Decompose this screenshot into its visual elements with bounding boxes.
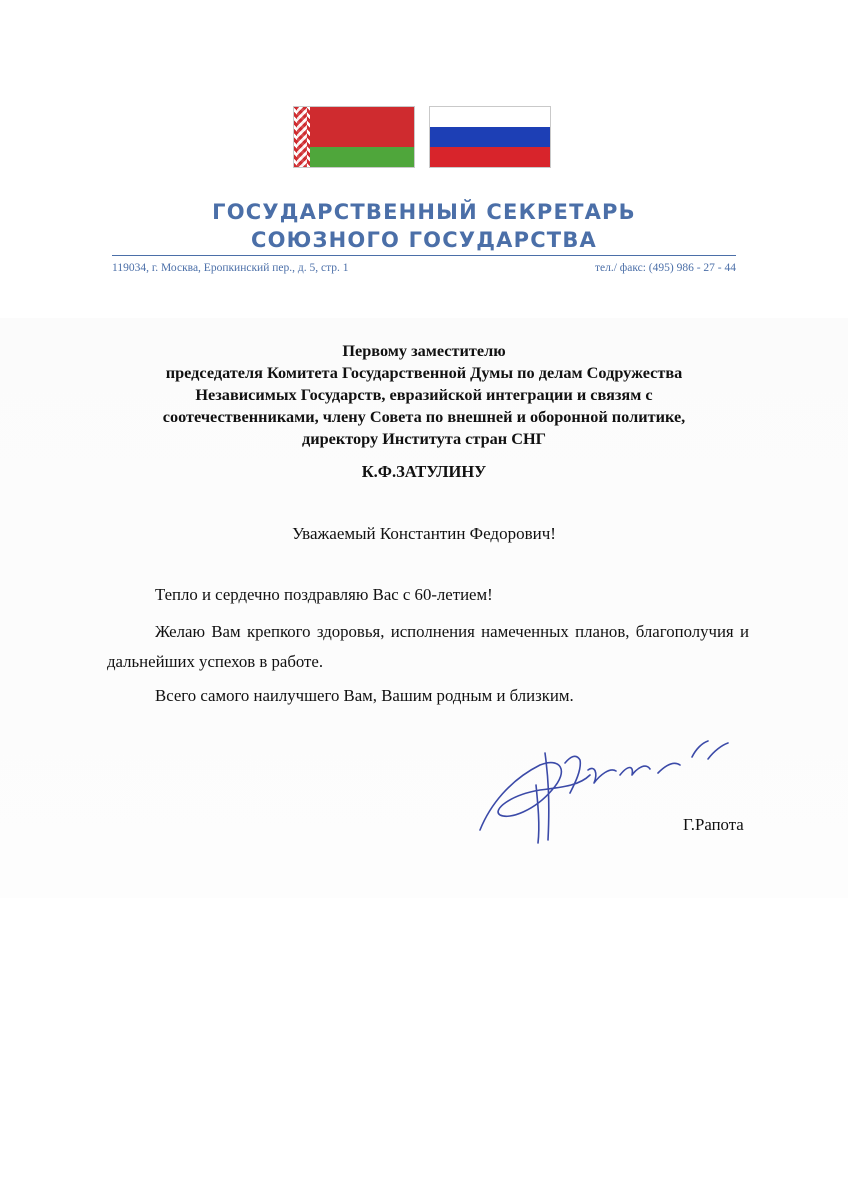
body-paragraph: Всего самого наилучшего Вам, Вашим родным и близким. [155,686,574,705]
addressee-line: Независимых Государств, евразийской интеграции и связям с [195,385,653,404]
salutation: Уважаемый Константин Федорович! [292,524,556,543]
letterhead-divider [112,255,736,256]
addressee-block [90,340,758,450]
belarus-flag-icon [293,106,415,168]
letterhead-phone: тел./ факс: (495) 986 - 27 - 44 [594,262,736,274]
letterhead-title-line2: СОЮЗНОГО ГОСУДАРСТВА [251,228,597,252]
signer-name: Г.Рапота [683,815,744,834]
body-paragraph: Тепло и сердечно поздравляю Вас с 60-летием! [155,585,493,604]
addressee-line: соотечественниками, члену Совета по внешней и оборонной политике, [162,407,686,426]
addressee-line: Первому заместителю [342,341,506,360]
recipient-name: К.Ф.ЗАТУЛИНУ [361,462,487,481]
belarus-ornament [294,107,310,167]
body-paragraph: Желаю Вам крепкого здоровья, исполнения намеченных планов, благополучия и дальнейших успехов в работе. [107,622,749,671]
letterhead-title-line1: ГОСУДАРСТВЕННЫЙ СЕКРЕТАРЬ [212,200,636,224]
letterhead-address: 119034, г. Москва, Еропкинский пер., д. 5, стр. 1 [112,262,349,274]
addressee-line: председателя Комитета Государственной Думы по делам Содружества [165,363,683,382]
addressee-line: директору Института стран СНГ [301,429,547,448]
russia-flag-icon [429,106,551,168]
